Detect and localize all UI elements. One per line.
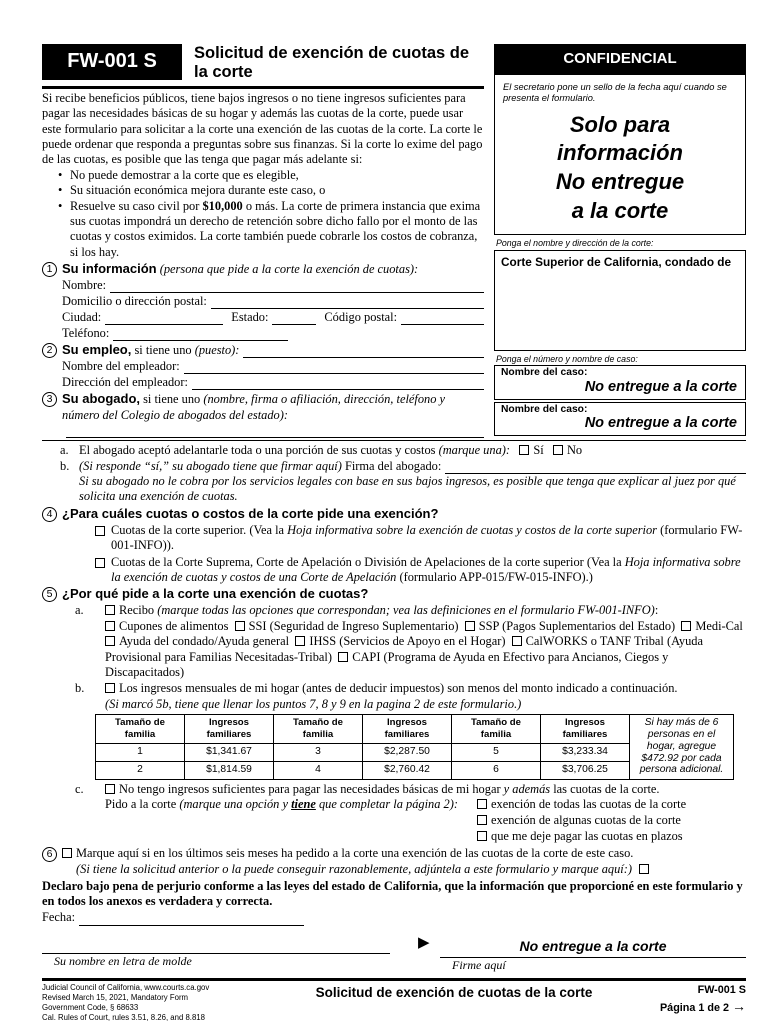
medi-cal-checkbox[interactable] (681, 621, 691, 631)
name-label: Nombre: (62, 278, 107, 293)
case-box-1[interactable]: Nombre del caso: No entregue a la corte (494, 365, 746, 399)
info-only-watermark: Solo para información No entregue a la corte (555, 111, 685, 223)
state-label: Estado: (231, 310, 269, 325)
table-row: 2 $1,814.59 4 $2,760.42 6 $3,706.25 (96, 761, 734, 779)
footer-form-id: FW-001 S Página 1 de 2 → (659, 983, 746, 1014)
lawyer-item-a: a. El abogado aceptó adelantarle toda o una porción de sus cuotas y costos (marque una): Sí No (60, 443, 583, 458)
waive-all-fees-checkbox[interactable] (477, 799, 487, 809)
employer-name-label: Nombre del empleador: (62, 359, 180, 374)
court-name-label: Ponga el nombre y dirección de la corte: (496, 237, 654, 248)
next-page-arrow-icon: → (732, 997, 746, 1014)
ssi-checkbox[interactable] (235, 621, 245, 631)
job-input-line[interactable] (243, 345, 484, 358)
case-number-label: Ponga el número y nombre de caso: (496, 353, 638, 364)
state-input-line[interactable] (272, 312, 316, 325)
calworks-checkbox[interactable] (512, 636, 522, 646)
intro-bullet-2: • Su situación económica mejora durante este caso, o (42, 183, 484, 198)
income-limits-table: Tamaño de familia Ingresos familiares Tamaño de familia Ingresos familiares Tamaño de familia Ingresos familiares Si hay más de 6 personas en el hogar, agregue $472.92 por cada persona adicional. 1 $1,341.67 3 $2,287.50 5 $3,233.34 2 $1,814.59 4 $2,760.42 6 $3,706.25 (95, 714, 734, 780)
clerk-stamp-note: El secretario pone un sello de la fecha aquí cuando se presenta el formulario. (503, 81, 727, 104)
lawyer-yes-checkbox[interactable] (519, 445, 529, 455)
employer-address-label: Dirección del empleador: (62, 375, 188, 390)
lawyer-fee-note: Si su abogado no le cobra por los servicios legales con base en sus bajos ingresos, es posible que tenga que explicar al juez por qué solicita una exención de cuotas. (79, 473, 736, 504)
item-5c-insufficient-income: c. No tengo ingresos suficientes para pagar las necesidades básicas de mi hogar y además las cuotas de la corte. Pido a la corte (marque una opción y tiene que completar la página 2): exención de todas las cuotas de la corte exención de algunas cuotas de la corte que me deje pagar las cuotas en plazos (42, 782, 746, 845)
section-1-your-info (42, 261, 484, 341)
lawyer-signature-line[interactable] (445, 461, 746, 474)
section-1-note: (persona que pide a la corte la exención de cuotas): (159, 262, 419, 277)
section-3-number: 3 (42, 392, 57, 407)
table-extra-person-note: Si hay más de 6 personas en el hogar, agregue $472.92 por cada persona adicional. (630, 715, 734, 780)
city-label: Ciudad: (62, 310, 102, 325)
date-input-line[interactable] (79, 913, 304, 926)
item-5b-note: (Si marcó 5b, tiene que llenar los puntos 7, 8 y 9 en la pagina 2 de este formulario.) (105, 696, 522, 711)
item-5a-benefits: a. Recibo (marque todas las opciones que correspondan; vea las definiciones en el formulario FW-001-INFO): Cupones de alimentos SSI (Seguridad de Ingreso Suplementario) SSP (Pagos Suplementarios del Estado) Medi-Cal Ayuda del condado/Ayuda general IHSS (Servicios de Apoyo en el Hogar) CalWORKS o TANF Tribal (Ayuda Provisional para Familias Necesitadas-Tribal) CAPI (Programa de Ayuda en Efectivo para Ancianos, Ciegos y Discapacitados) (42, 603, 746, 680)
section-separator-rule (42, 440, 746, 441)
prior-request-note: (Si tiene la solicitud anterior o la puede conseguir razonablemente, adjúntela a este formulario y marque aquí:) (76, 861, 633, 876)
section-5-number: 5 (42, 587, 57, 602)
signature-area (42, 930, 746, 973)
section-3-your-lawyer: 3 Su abogado, si tiene uno (nombre, firma o afiliación, dirección, teléfono y número del Colegio de abogados del estado): (42, 391, 484, 438)
phone-input-line[interactable] (113, 328, 288, 341)
printed-name-caption: Su nombre en letra de molde (54, 953, 192, 968)
court-use-column (494, 44, 746, 438)
section-1-title: Su información (62, 261, 157, 277)
court-name-box[interactable]: Corte Superior de California, condado de (494, 250, 746, 351)
section-6-number: 6 (42, 847, 57, 862)
printed-name-line[interactable] (42, 930, 390, 954)
benefits-checkbox[interactable] (105, 605, 115, 615)
section-2-title: Su empleo, (62, 342, 132, 358)
lawyer-item-b: b. (Si responde “sí,” su abogado tiene que firmar aquí) Firma del abogado: (42, 459, 746, 474)
footer-form-title: Solicitud de exención de cuotas de la corte (315, 984, 593, 1000)
employer-name-input-line[interactable] (184, 361, 484, 374)
table-row: 1 $1,341.67 3 $2,287.50 5 $3,233.34 (96, 743, 734, 761)
section-3-note: (nombre, firma o afiliación, dirección, teléfono y número del Colegio de abogados del estado): (62, 392, 446, 422)
insufficient-income-checkbox[interactable] (105, 784, 115, 794)
page-footer (0, 981, 770, 1024)
item-5b-income: b. Los ingresos mensuales de mi hogar (antes de deducir impuestos) son menos del monto indicado a continuación. (Si marcó 5b, tiene que llenar los puntos 7, 8 y 9 en la pagina 2 de este formulario.) (42, 681, 746, 712)
intro-bullet-1: • No puede demostrar a la corte que es elegible, (42, 168, 484, 183)
intro-bullet-3: • Resuelve su caso civil por $10,000 o más. La corte de primera instancia que exima sus cuotas impondrá un derecho de retención sobre dicho fallo por el monto de las cuotas y costos eximidos. La corte también puede cobrarle los costos de cobranza, si los hay. (42, 199, 484, 261)
zip-input-line[interactable] (401, 312, 484, 325)
benefits-list: Cupones de alimentos SSI (Seguridad de Ingreso Suplementario) SSP (Pagos Suplementarios del Estado) Medi-Cal Ayuda del condado/Ayuda general IHSS (Servicios de Apoyo en el Hogar) CalWORKS o TANF Tribal (Ayuda Provisional para Familias Necesitadas-Tribal) CAPI (Programa de Ayuda en Efectivo para Ancianos, Ciegos y Discapacitados) (105, 618, 743, 679)
form-header (42, 44, 484, 83)
ihss-checkbox[interactable] (295, 636, 305, 646)
address-label: Domicilio o dirección postal: (62, 294, 207, 309)
perjury-declaration: Declaro bajo pena de perjurio conforme a las leyes del estado de California, que la información que proporcioné en este formulario y en todos los anexos es verdadera y correcta. (42, 878, 743, 909)
case-box-2[interactable]: Nombre del caso: No entregue a la corte (494, 402, 746, 436)
footer-legal-info: Judicial Council of California, www.courts.ca.gov Revised March 15, 2021, Mandatory Form Government Code, § 68633 Cal. Rules of Court, rules 3.51, 8.26, and 8.818 (42, 982, 210, 1023)
address-input-line[interactable] (211, 296, 484, 309)
zip-label: Código postal: (324, 310, 398, 325)
page-title: Solicitud de exención de cuotas de la corte (194, 44, 470, 82)
prior-request-checkbox[interactable] (62, 848, 72, 858)
payment-plan-checkbox[interactable] (477, 831, 487, 841)
date-label: Fecha: (42, 910, 76, 925)
name-input-line[interactable] (110, 280, 484, 293)
waiver-type-options: exención de todas las cuotas de la corte exención de algunas cuotas de la corte que me deje pagar las cuotas en plazos (477, 797, 746, 845)
city-input-line[interactable] (105, 312, 223, 325)
ssp-checkbox[interactable] (465, 621, 475, 631)
fees-option-appellate-court: Cuotas de la Corte Suprema, Corte de Apelación o División de Apelaciones de la corte superior (Vea la Hoja informativa sobre la exención de cuotas y costos de una Corte de Apelación (formulario APP-015/FW-015-INFO).) (42, 555, 746, 586)
section-4-title: ¿Para cuáles cuotas o costos de la corte pide una exención? (62, 505, 439, 521)
section-5-title: ¿Por qué pide a la corte una exención de cuotas? (62, 586, 369, 602)
confidential-banner: CONFIDENCIAL (494, 44, 746, 75)
amount-10000: $10,000 (202, 198, 243, 213)
section-5-why-waiver (42, 586, 746, 602)
section-6-prior-request: 6 Marque aquí si en los últimos seis meses ha pedido a la corte una exención de las cuotas de la corte de este caso. (Si tiene la solicitud anterior o la puede conseguir razonablemente, adjúntela a este formulario y marque aquí:) (42, 846, 746, 877)
superior-court-fees-checkbox[interactable] (95, 526, 105, 536)
employer-address-input-line[interactable] (192, 377, 484, 390)
attach-prior-request-checkbox[interactable] (639, 864, 649, 874)
sign-here-caption: Firme aquí (452, 958, 506, 973)
county-relief-checkbox[interactable] (105, 636, 115, 646)
waive-some-fees-checkbox[interactable] (477, 815, 487, 825)
section-2-note: (puesto): (194, 343, 240, 358)
lawyer-no-checkbox[interactable] (553, 445, 563, 455)
lawyer-info-line[interactable] (66, 437, 484, 438)
low-income-checkbox[interactable] (105, 683, 115, 693)
fees-option-superior-court: Cuotas de la corte superior. (Vea la Hoja informativa sobre la exención de cuotas y costos de la corte superior (formulario FW-001-INFO)). (42, 523, 746, 554)
section-1-number: 1 (42, 262, 57, 277)
section-3-title: Su abogado, (62, 391, 140, 407)
section-4-which-fees (42, 506, 746, 522)
section-4-number: 4 (42, 507, 57, 522)
sign-here-arrow-icon: ▶ (418, 934, 430, 951)
form-number-box: FW-001 S (42, 44, 182, 80)
section-2-number: 2 (42, 343, 57, 358)
appellate-court-fees-checkbox[interactable] (95, 558, 105, 568)
intro-paragraph: Si recibe beneficios públicos, tiene bajos ingresos o no tiene ingresos suficientes para pagar las necesidades básicas de su hogar y además las cuotas de la corte, puede usar este formulario para solicitar a la corte una exención de las cuotas de la corte. La corte le puede ordenar que responda a preguntas sobre sus finanzas. Si la corte lo exime del pago de las cuotas, es posible que las tenga que pagar más adelante si: (42, 90, 483, 167)
clerk-stamp-box (494, 75, 746, 235)
header-rule (42, 86, 484, 89)
capi-checkbox[interactable] (338, 652, 348, 662)
phone-label: Teléfono: (62, 326, 110, 341)
food-stamps-checkbox[interactable] (105, 621, 115, 631)
signature-line[interactable]: No entregue a la corte (440, 938, 746, 958)
section-2-your-job: 2 Su empleo, si tiene uno (puesto): Nombre del empleador: Dirección del empleador: (42, 342, 484, 390)
